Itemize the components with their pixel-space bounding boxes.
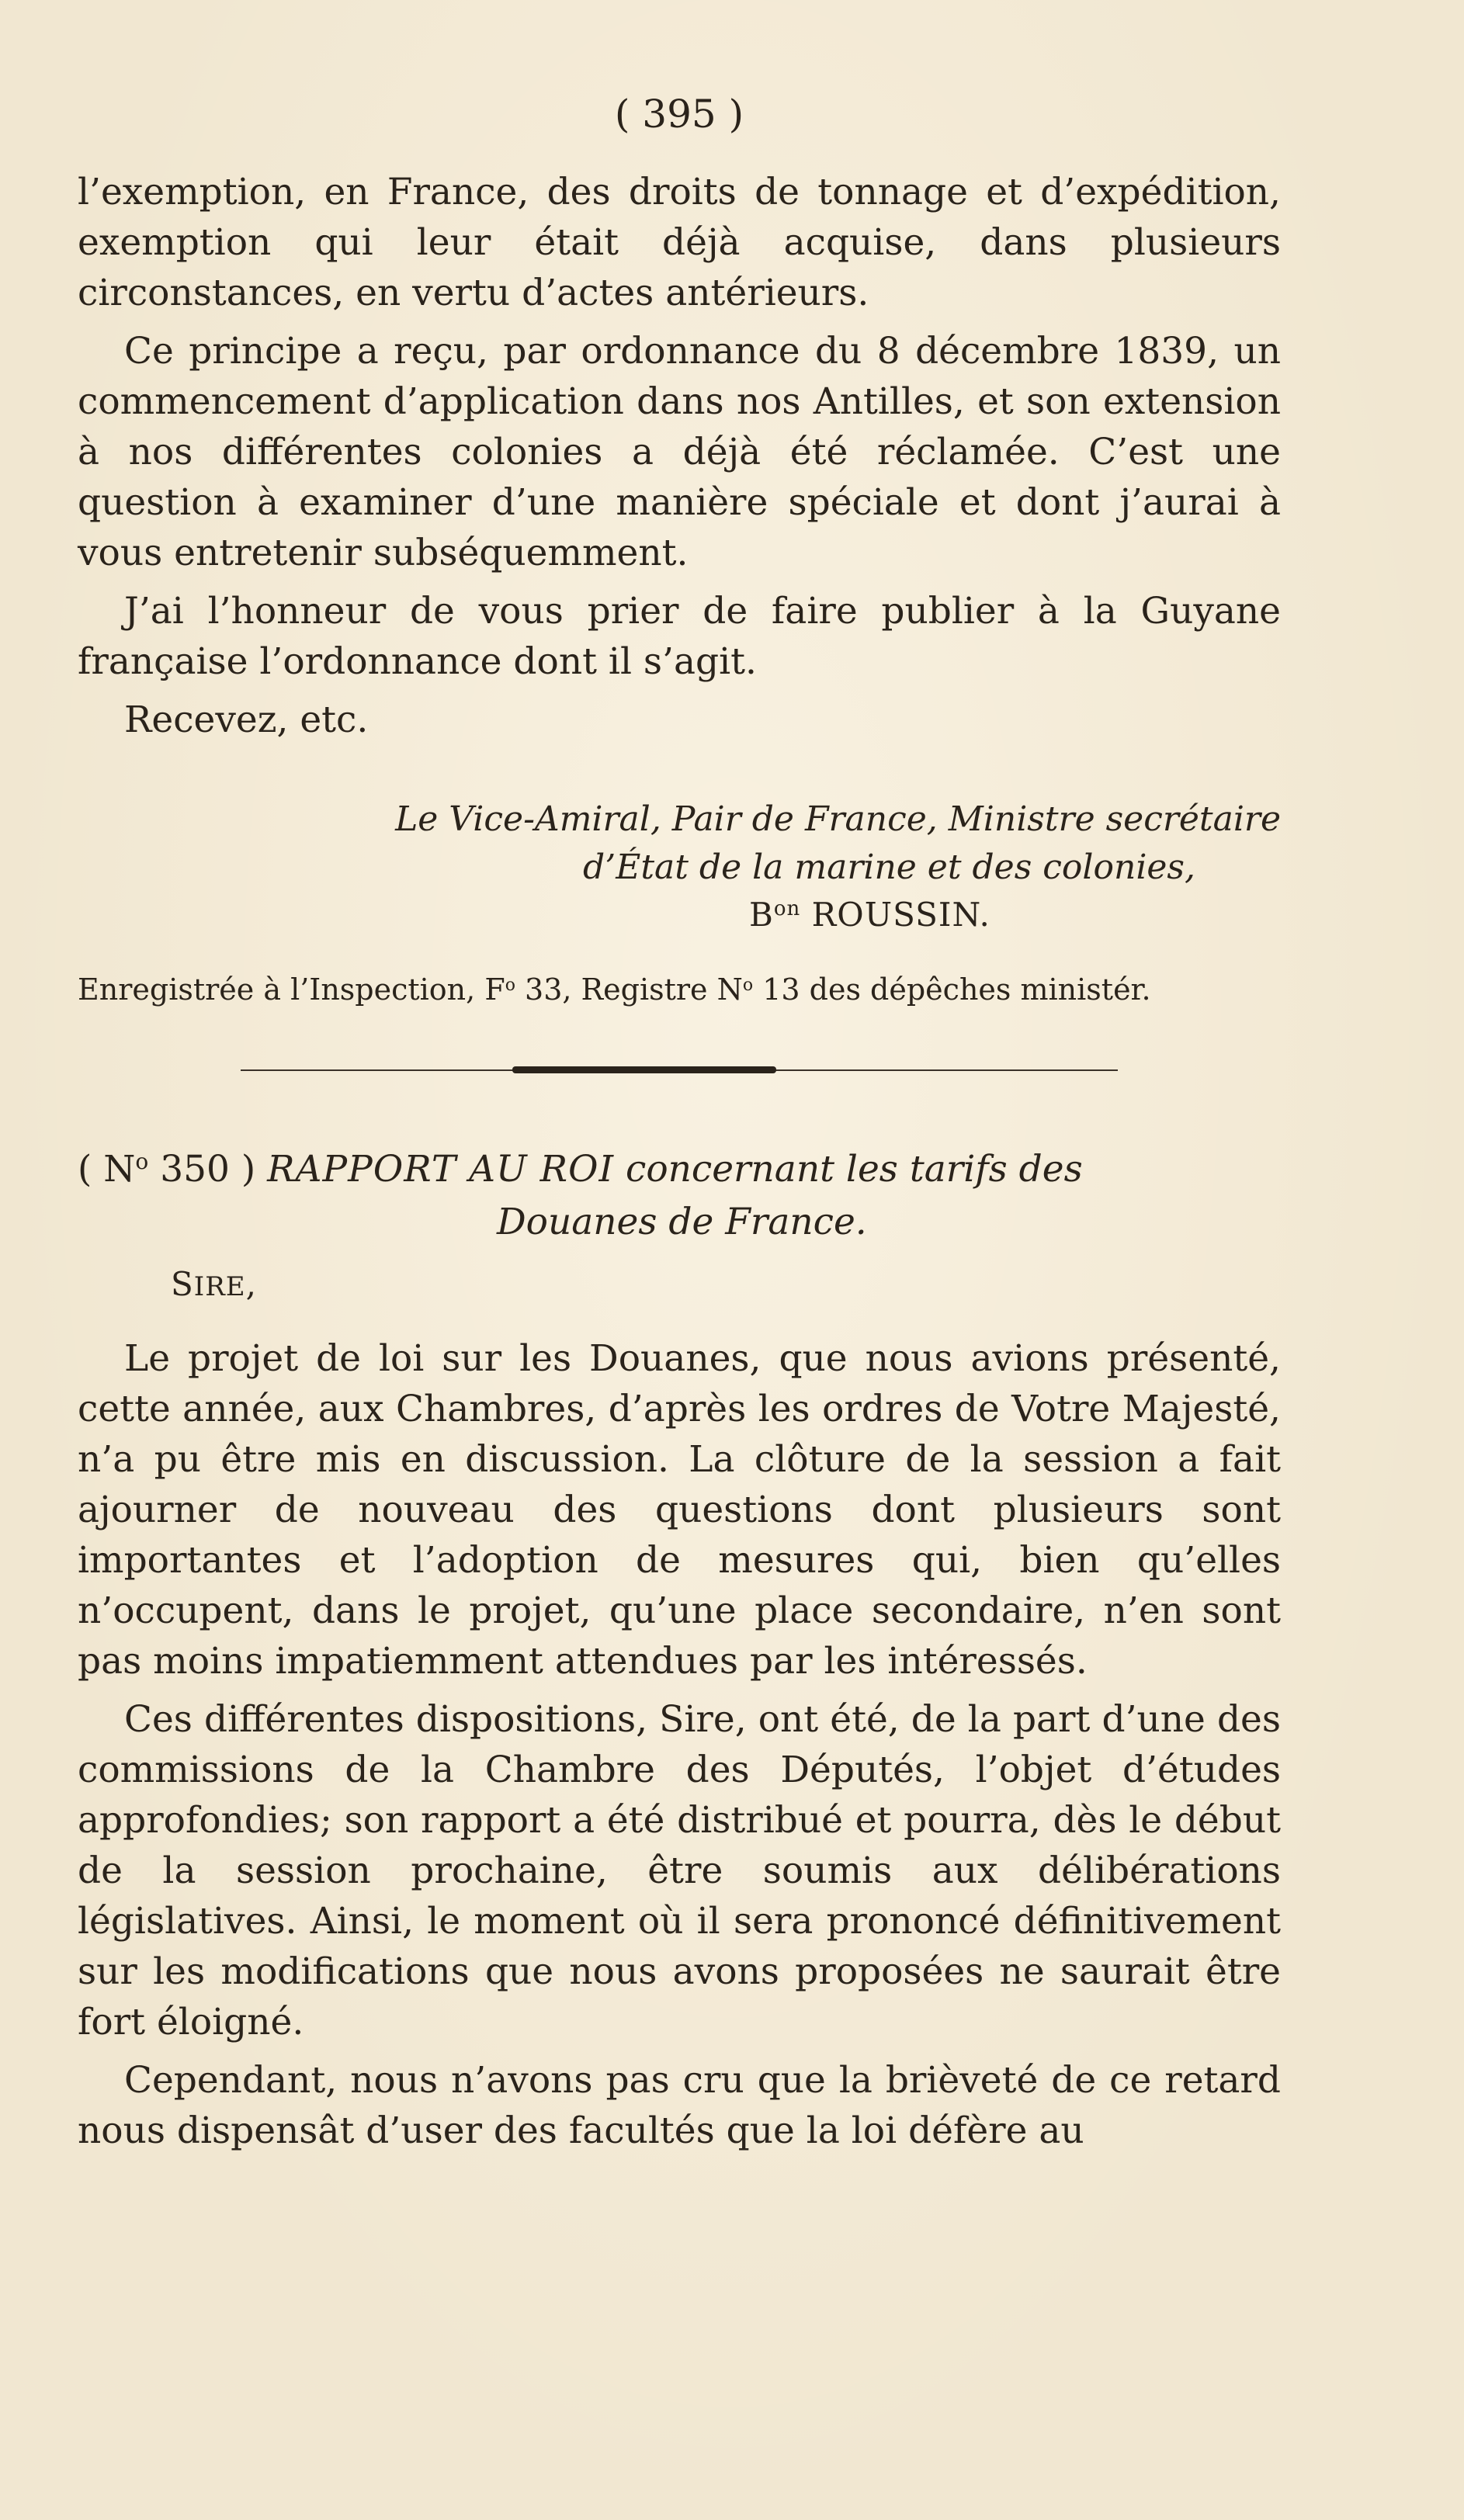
report-paragraph-cependant: Cependant, nous n’avons pas cru que la brièveté de ce retard nous dispensât d’user des facultés que la loi défère au <box>78 2059 1281 2152</box>
signature-title-line1: Le Vice-Amiral, Pair de France, Ministre secrétaire <box>395 799 1281 839</box>
report-body <box>78 1333 1281 2156</box>
page-number: ( 395 ) <box>614 92 744 137</box>
registry-part3: 13 des dépêches ministér. <box>753 972 1151 1007</box>
paragraph-principe: Ce principe a reçu, par ordonnance du 8 décembre 1839, un commencement d’application dans nos Antilles, et son extension à nos différentes colonies a déjà été réclamée. C’est une question à examiner d’une manière spéciale et dont j’aurai à vous entretenir subséquemment. <box>78 330 1281 574</box>
registry-note <box>78 972 1281 1007</box>
report-title-line2: Douanes de France. <box>497 1201 867 1243</box>
report-number-sup: o <box>135 1149 149 1174</box>
report-paragraph-dispositions: Ces différentes dispositions, Sire, ont été, de la part d’une des commissions de la Chambre des Députés, l’objet d’études approfondies; son rapport a été distribué et pourra, dès le début de la session prochaine, être soumis aux délibérations législatives. Ainsi, le moment où il sera prononcé définitivement sur les modifications que nous avons proposées ne saurait être fort éloigné. <box>78 1698 1281 2043</box>
report-number-suffix: 350 ) <box>148 1148 256 1191</box>
registry-sup1: o <box>505 976 515 995</box>
paragraph-exemption: l’exemption, en France, des droits de tonnage et d’expédition, exemption qui leur était déjà acquise, dans plusieurs circonstances, en vertu d’actes antérieurs. <box>78 171 1281 314</box>
paragraph-honneur: J’ai l’honneur de vous prier de faire publier à la Guyane française l’ordonnance dont il s’agit. <box>78 590 1281 683</box>
signature-title-line2: d’État de la marine et des colonies, <box>583 848 1195 887</box>
report-title-caps: RAPPORT AU ROI <box>267 1148 615 1191</box>
registry-part1: Enregistrée à l’Inspection, F <box>78 972 505 1007</box>
signature-name-prefix: B <box>749 896 774 934</box>
report-title-rest: concernant les tarifs des <box>614 1148 1083 1191</box>
section-divider-thick <box>512 1066 776 1073</box>
closing-formula: Recevez, etc. <box>124 698 369 741</box>
report-paragraph-projet: Le projet de loi sur les Douanes, que nous avions présenté, cette année, aux Chambres, d’après les ordres de Votre Majesté, n’a pu être mis en discussion. La clôture de la session a fait ajourner de nouveau des questions dont plusieurs sont importantes et l’adoption de mesures qui, bien qu’elles n’occupent, dans le projet, qu’une place secondaire, n’en sont pas moins impatiemment attendues par les intéressés. <box>78 1337 1281 1683</box>
signature-title <box>78 796 1281 892</box>
report-number <box>78 1148 255 1191</box>
report-number-prefix: ( N <box>78 1148 136 1191</box>
salutation-first: S <box>171 1265 194 1303</box>
salutation <box>171 1265 257 1303</box>
report-heading <box>78 1135 1281 1249</box>
salutation-tail: , <box>245 1265 257 1303</box>
signature-name-prefix-sup: on <box>773 897 801 920</box>
signature-name <box>749 896 990 934</box>
registry-part2: 33, Registre N <box>515 972 743 1007</box>
continuation-text <box>78 167 1281 745</box>
salutation-rest: IRE <box>193 1271 246 1302</box>
registry-sup2: o <box>742 976 754 995</box>
signature-name-main: ROUSSIN. <box>800 896 990 934</box>
